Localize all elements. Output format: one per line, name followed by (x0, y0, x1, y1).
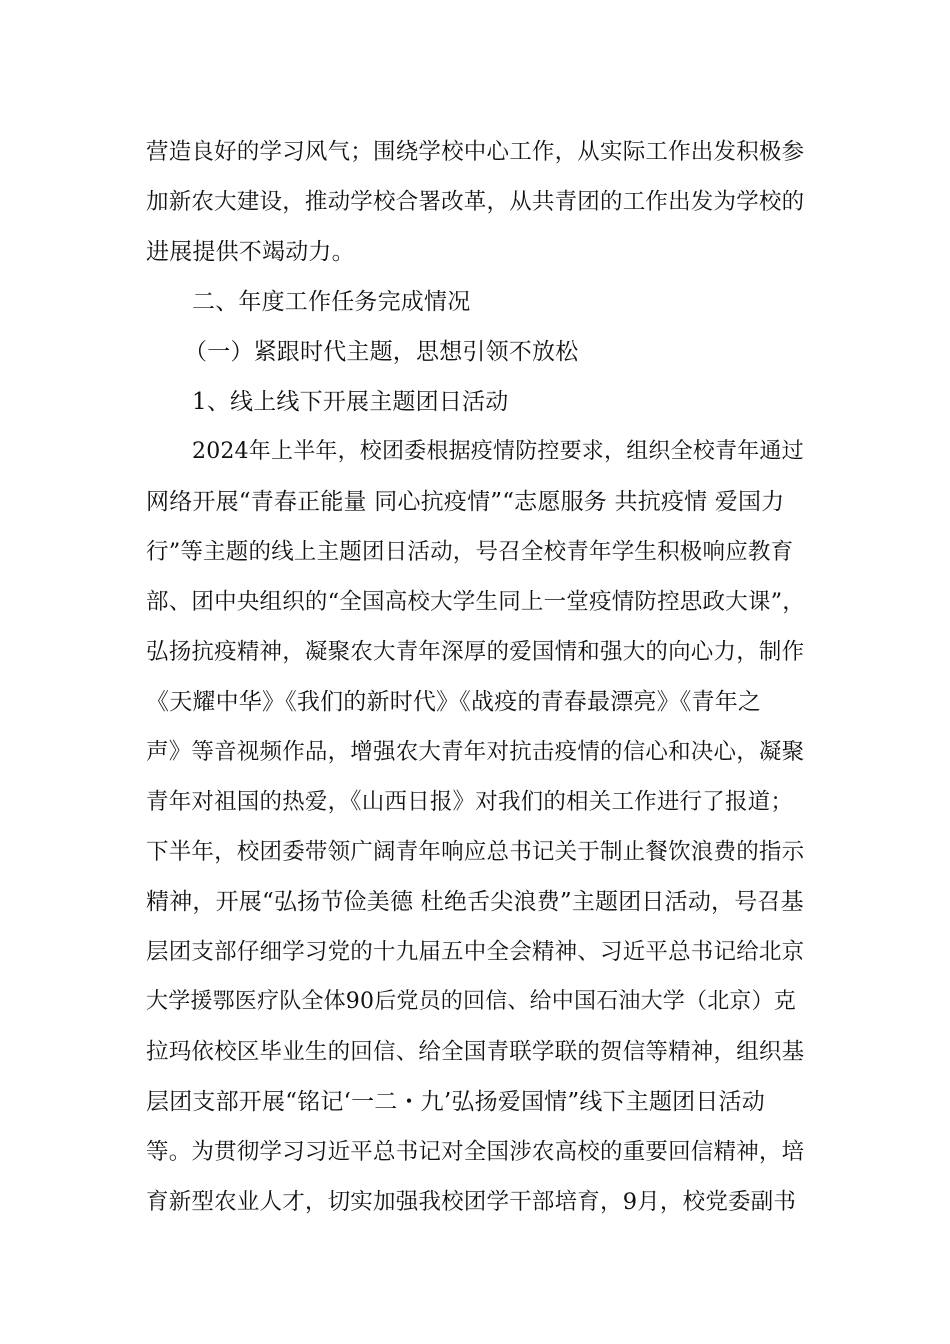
body-text-line: 行”等主题的线上主题团日活动，号召全校青年学生积极响应教育 (146, 539, 794, 565)
body-text-line: 大学援鄂医疗队全体90后党员的回信、给中国石油大学（北京）克 (146, 989, 796, 1014)
body-text-line: 营造良好的学习风气；围绕学校中心工作，从实际工作出发积极参 (146, 139, 805, 165)
body-text-line: 等。为贯彻学习习近平总书记对全国涉农高校的重要回信精神，培 (146, 1139, 805, 1165)
body-text-line: 《天耀中华》《我们的新时代》《战疫的青春最漂亮》《青年之 (146, 689, 762, 715)
section-heading: 二、年度工作任务完成情况 (192, 289, 471, 315)
subsection-heading: （一）紧跟时代主题，思想引领不放松 (184, 339, 579, 365)
body-text-line: 2024年上半年，校团委根据疫情防控要求，组织全校青年通过 (192, 439, 804, 464)
body-text-line: 青年对祖国的热爱，《山西日报》对我们的相关工作进行了报道； (146, 789, 794, 815)
item-heading: 1、线上线下开展主题团日活动 (192, 389, 509, 415)
body-text-line: 层团支部开展“铭记‘一二・九’弘扬爱国情”线下主题团日活动 (146, 1089, 765, 1115)
body-text-line: 育新型农业人才，切实加强我校团学干部培育，9月，校党委副书 (146, 1189, 797, 1215)
body-text-line: 网络开展“青春正能量 同心抗疫情”“志愿服务 共抗疫情 爱国力 (146, 489, 785, 515)
body-text-line: 弘扬抗疫精神，凝聚农大青年深厚的爱国情和强大的向心力，制作 (146, 639, 805, 665)
body-text-line: 层团支部仔细学习党的十九届五中全会精神、习近平总书记给北京 (146, 939, 805, 965)
body-text-line: 精神，开展“弘扬节俭美德 杜绝舌尖浪费”主题团日活动，号召基 (146, 889, 804, 915)
body-text-line: 加新农大建设，推动学校合署改革，从共青团的工作出发为学校的 (146, 189, 805, 215)
body-text-line: 声》等音视频作品，增强农大青年对抗击疫情的信心和决心，凝聚 (146, 739, 805, 765)
body-text-line: 部、团中央组织的“全国高校大学生同上一堂疫情防控思政大课”， (146, 589, 806, 615)
body-text-line: 拉玛依校区毕业生的回信、给全国青联学联的贺信等精神，组织基 (146, 1039, 805, 1065)
body-text-line: 进展提供不竭动力。 (146, 239, 355, 265)
body-text-line: 下半年，校团委带领广阔青年响应总书记关于制止餐饮浪费的指示 (146, 839, 805, 865)
